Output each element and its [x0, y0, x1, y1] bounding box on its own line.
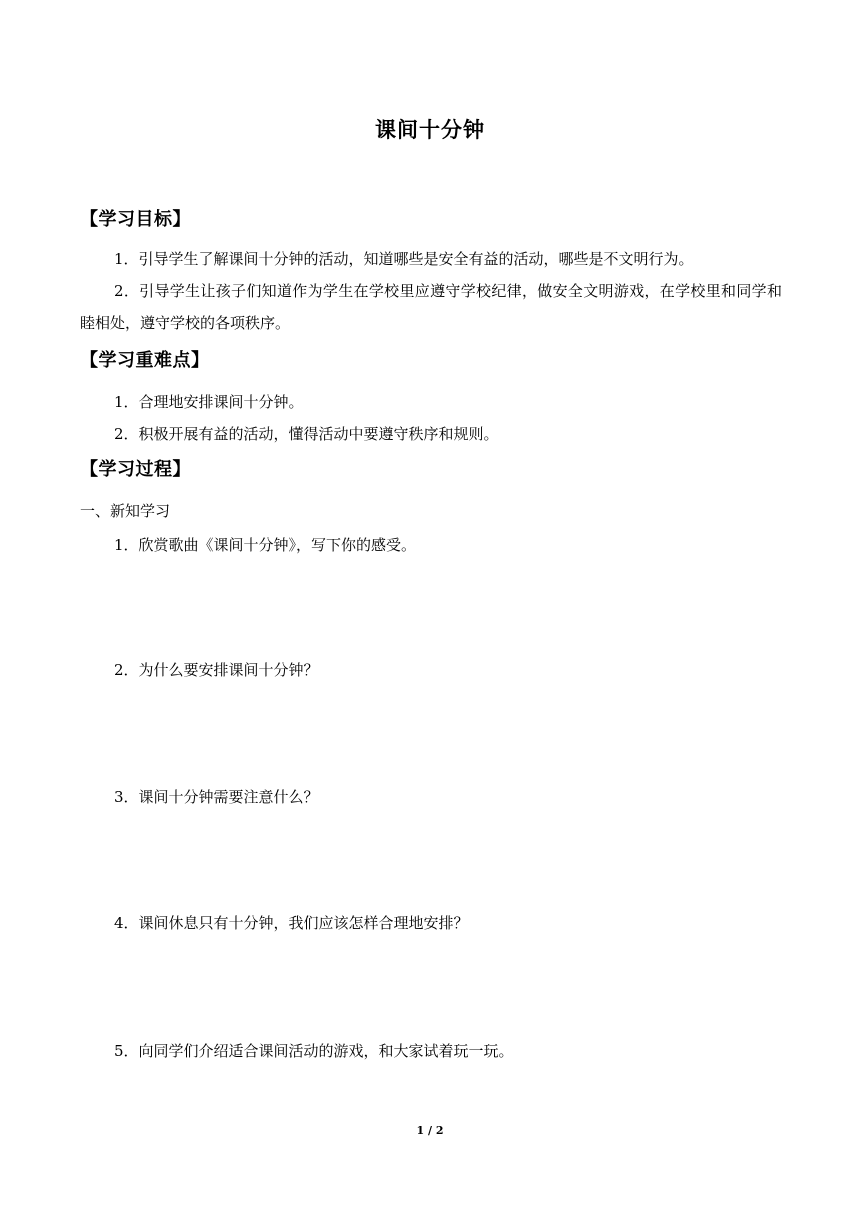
- key-point-item-1: 1．合理地安排课间十分钟。: [114, 393, 304, 411]
- page-number: 1 / 2: [416, 1124, 444, 1137]
- question-4: 4．课间休息只有十分钟，我们应该怎样合理地安排？: [114, 914, 469, 932]
- section-title: 一、新知学习: [80, 502, 171, 520]
- process-heading: 【学习过程】: [80, 459, 191, 480]
- question-1: 1．欣赏歌曲《课间十分钟》，写下你的感受。: [114, 536, 417, 554]
- question-5: 5．向同学们介绍适合课间活动的游戏，和大家试着玩一玩。: [114, 1042, 514, 1060]
- goal-item-2: 2．引导学生让孩子们知道作为学生在学校里应遵守学校纪律，做安全文明游戏，在学校里和同学和睦相处，遵守学校的各项秩序。: [80, 282, 782, 332]
- goal-item-1: 1．引导学生了解课间十分钟的活动，知道哪些是安全有益的活动，哪些是不文明行为。: [114, 250, 694, 268]
- goals-heading: 【学习目标】: [80, 209, 191, 230]
- question-2: 2．为什么要安排课间十分钟？: [114, 661, 319, 679]
- key-point-item-2: 2．积极开展有益的活动，懂得活动中要遵守秩序和规则。: [114, 425, 499, 443]
- document-title: 课间十分钟: [375, 118, 485, 142]
- question-3: 3．课间十分钟需要注意什么？: [114, 788, 319, 806]
- key-points-heading: 【学习重难点】: [80, 350, 210, 371]
